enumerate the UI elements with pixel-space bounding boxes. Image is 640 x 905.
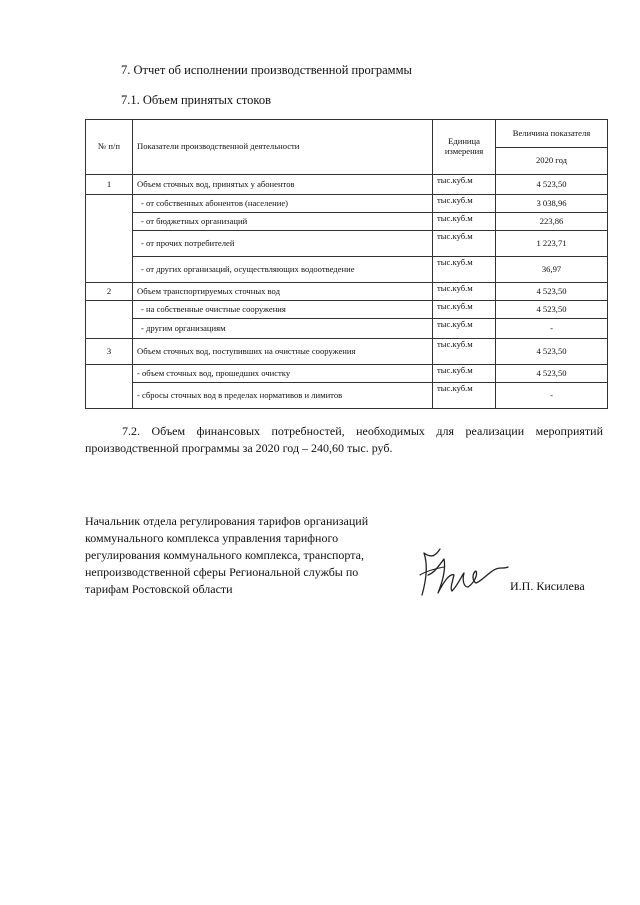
table-row — [86, 283, 608, 301]
row-unit: тыс.куб.м — [433, 195, 496, 213]
row-unit: тыс.куб.м — [433, 339, 496, 365]
sewage-volume-table — [85, 119, 608, 409]
row-value: - — [496, 319, 608, 339]
table-row — [86, 339, 608, 365]
row-name: Объем сточных вод, принятых у абонентов — [133, 175, 433, 195]
signer-position — [85, 513, 415, 598]
row-unit: тыс.куб.м — [433, 213, 496, 231]
row-value: 4 523,50 — [496, 283, 608, 301]
position-line: непроизводственной сферы Региональной службы по — [85, 565, 359, 580]
row-unit: тыс.куб.м — [433, 365, 496, 383]
table-row — [86, 213, 608, 231]
row-name: Объем сточных вод, поступивших на очистные сооружения — [133, 339, 433, 365]
handwritten-signature — [418, 545, 510, 601]
row-unit: тыс.куб.м — [433, 283, 496, 301]
row-num — [86, 301, 133, 339]
position-line: тарифам Ростовской области — [85, 582, 233, 597]
row-name: - объем сточных вод, прошедших очистку — [133, 365, 433, 383]
row-value: 36,97 — [496, 257, 608, 283]
row-name: - от других организаций, осуществляющих водоотведение — [133, 257, 433, 283]
row-num: 2 — [86, 283, 133, 301]
row-name: - от бюджетных организаций — [133, 213, 433, 231]
table-row — [86, 301, 608, 319]
row-unit: тыс.куб.м — [433, 231, 496, 257]
col-unit-header: Единица измерения — [433, 120, 496, 175]
row-name: - на собственные очистные сооружения — [133, 301, 433, 319]
col-value-header: Величина показателя — [496, 120, 608, 148]
signer-name: И.П. Кисилева — [510, 579, 585, 593]
col-year-header: 2020 год — [496, 148, 608, 175]
position-line: коммунального комплекса управления тарифного — [85, 531, 339, 546]
row-unit: тыс.куб.м — [433, 175, 496, 195]
row-name: - от собственных абонентов (население) — [133, 195, 433, 213]
table-row — [86, 231, 608, 257]
table-row — [86, 319, 608, 339]
subsection-heading: 7.1. Объем принятых стоков — [121, 93, 271, 107]
position-line: регулирования коммунального комплекса, транспорта, — [85, 548, 364, 563]
position-line: Начальник отдела регулирования тарифов организаций — [85, 514, 369, 528]
table-row — [86, 365, 608, 383]
section-heading: 7. Отчет об исполнении производственной программы — [121, 63, 412, 77]
row-unit: тыс.куб.м — [433, 257, 496, 283]
row-value: 4 523,50 — [496, 175, 608, 195]
row-name: Объем транспортируемых сточных вод — [133, 283, 433, 301]
row-num: 3 — [86, 339, 133, 365]
row-value: 3 038,96 — [496, 195, 608, 213]
row-num — [86, 365, 133, 409]
row-num — [86, 195, 133, 283]
table-row — [86, 175, 608, 195]
row-unit: тыс.куб.м — [433, 383, 496, 409]
col-indicator-header: Показатели производственной деятельности — [133, 120, 433, 175]
row-value: 4 523,50 — [496, 339, 608, 365]
row-unit: тыс.куб.м — [433, 319, 496, 339]
row-num: 1 — [86, 175, 133, 195]
row-value: 4 523,50 — [496, 365, 608, 383]
row-value: 4 523,50 — [496, 301, 608, 319]
row-value: 223,86 — [496, 213, 608, 231]
row-value: 1 223,71 — [496, 231, 608, 257]
row-value: - — [496, 383, 608, 409]
table-row — [86, 383, 608, 409]
financial-needs-paragraph: 7.2. Объем финансовых потребностей, необходимых для реализации мероприятий производственной программы за 2020 год – 240,60 тыс. руб. — [85, 424, 603, 455]
col-num-header: № п/п — [86, 120, 133, 175]
row-name: - от прочих потребителей — [133, 231, 433, 257]
row-name: - другим организациям — [133, 319, 433, 339]
table-row — [86, 195, 608, 213]
row-name: - сбросы сточных вод в пределах нормативов и лимитов — [133, 383, 433, 409]
row-unit: тыс.куб.м — [433, 301, 496, 319]
table-row — [86, 257, 608, 283]
